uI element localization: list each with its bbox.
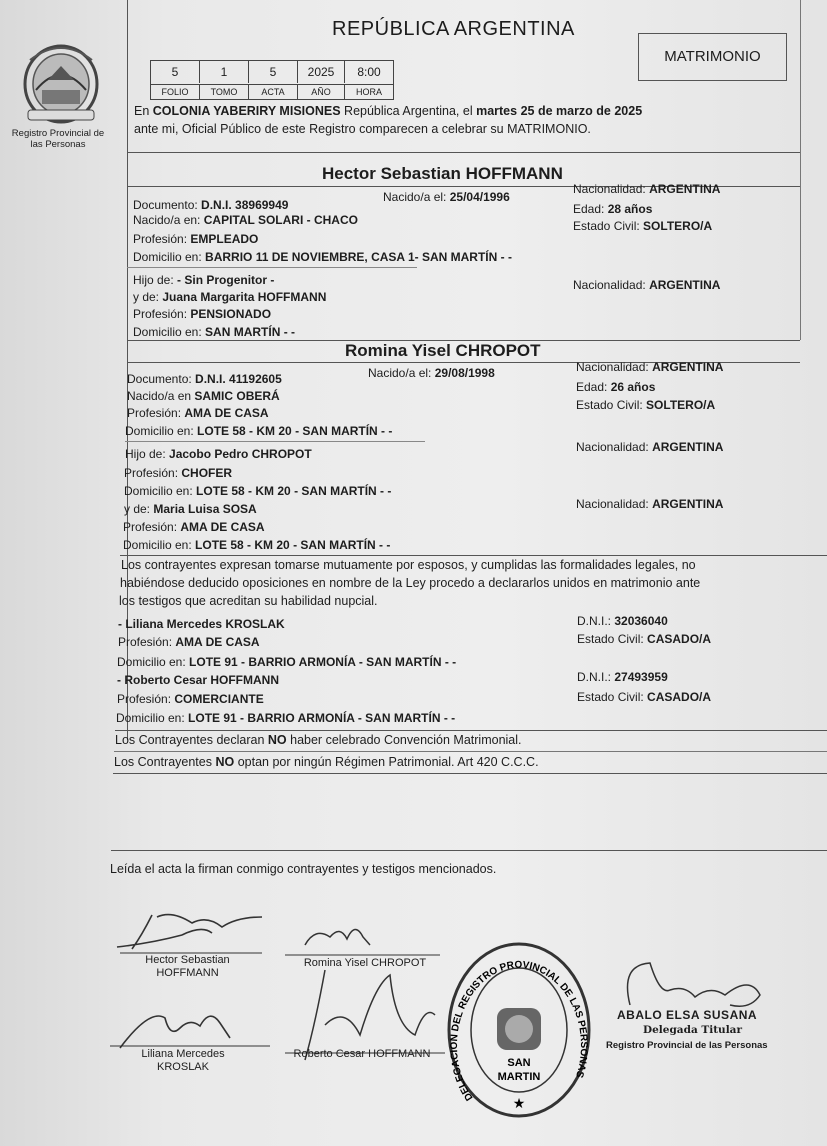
spouse1-mother-profession: Profesión: PENSIONADO (133, 307, 272, 321)
spouse2-doc: Documento: D.N.I. 41192605 (127, 372, 282, 386)
acta-value: 5 (249, 61, 298, 83)
official-name: ABALO ELSA SUSANA (617, 1008, 758, 1022)
spouse1-doc: Documento: D.N.I. 38969949 (133, 198, 289, 212)
intro-middle: República Argentina, el (344, 104, 473, 118)
anio-label: AÑO (298, 84, 345, 99)
doc-type-box (638, 33, 787, 81)
signature-official (600, 955, 780, 1015)
folio-label: FOLIO (151, 84, 200, 99)
province-seal-logo (20, 40, 102, 126)
spouse1-mother-nationality: Nacionalidad: ARGENTINA (573, 278, 721, 292)
intro-line-2: ante mi, Oficial Público de este Registro comparecen a celebrar su MATRIMONIO. (134, 122, 591, 136)
spouse2-mother: y de: Maria Luisa SOSA (124, 502, 257, 516)
divider (127, 267, 417, 268)
acta-label: ACTA (249, 84, 298, 99)
signature-hector (112, 905, 272, 955)
witness1-civil: Estado Civil: CASADO/A (577, 632, 712, 646)
witness1-name: - Liliana Mercedes KROSLAK (118, 617, 285, 631)
registry-stamp (443, 938, 595, 1123)
spouse2-civil: Estado Civil: SOLTERO/A (576, 398, 716, 412)
official-title: Delegada Titular (643, 1024, 743, 1036)
intro-date: martes 25 de marzo de 2025 (476, 104, 643, 118)
declaration-line-1: Los contrayentes expresan tomarse mutuamente por esposos, y cumplidas las formalidades legales, no (121, 558, 696, 572)
signature-caption-4: Roberto Cesar HOFFMANN (293, 1048, 431, 1060)
signature-caption-1 (120, 954, 255, 980)
divider (113, 773, 827, 774)
signature-caption-3 (118, 1048, 248, 1074)
divider (125, 441, 425, 442)
folio-value: 5 (151, 61, 200, 83)
sig3-line1: Liliana Mercedes (141, 1048, 225, 1060)
spouse2-mother-profession: Profesión: AMA DE CASA (123, 520, 265, 534)
official-registry: Registro Provincial de las Personas (606, 1040, 768, 1051)
signature-caption-2: Romina Yisel CHROPOT (303, 957, 427, 969)
spouse1-age: Edad: 28 años (573, 202, 653, 216)
hora-label: HORA (345, 84, 393, 99)
spouse2-mother-nationality: Nacionalidad: ARGENTINA (576, 497, 724, 511)
convention-statement: Los Contrayentes declaran NO haber celebrado Convención Matrimonial. (115, 733, 522, 747)
stamp-center-top: SAN (507, 1057, 531, 1069)
sig1-line1: Hector Sebastian (145, 954, 230, 966)
anio-value: 2025 (298, 61, 345, 83)
closing-statement: Leída el acta la firman conmigo contrayentes y testigos mencionados. (110, 862, 497, 876)
witness2-address: Domicilio en: LOTE 91 - BARRIO ARMONÍA - SAN MARTÍN - - (116, 711, 456, 725)
hora-value: 8:00 (357, 65, 381, 79)
stamp-star-icon: ★ (512, 1095, 526, 1111)
witness2-profession: Profesión: COMERCIANTE (117, 692, 264, 706)
spouse1-born: Nacido/a el: 25/04/1996 (383, 190, 510, 204)
declaration-line-2: habiéndose deducido oposiciones en nombre de la Ley procedo a declararlos unidos en matrimonio ante (120, 576, 701, 590)
witness1-profession: Profesión: AMA DE CASA (118, 635, 260, 649)
witness2-name: - Roberto Cesar HOFFMANN (117, 673, 280, 687)
spouse1-address: Domicilio en: BARRIO 11 DE NOVIEMBRE, CASA 1- SAN MARTÍN - - (133, 250, 512, 264)
signature-romina (285, 915, 440, 960)
divider (114, 751, 827, 752)
spouse2-nationality: Nacionalidad: ARGENTINA (576, 360, 724, 374)
intro-place: COLONIA YABERIRY MISIONES (152, 104, 341, 118)
divider (120, 555, 827, 556)
divider (111, 850, 827, 851)
spouse2-age: Edad: 26 años (576, 380, 656, 394)
spouse1-mother-address: Domicilio en: SAN MARTÍN - - (133, 325, 296, 339)
divider (127, 152, 800, 153)
regime-statement: Los Contrayentes NO optan por ningún Régimen Patrimonial. Art 420 C.C.C. (114, 755, 539, 769)
spouse1-birthplace: Nacido/a en: CAPITAL SOLARI - CHACO (133, 213, 358, 227)
spouse2-father: Hijo de: Jacobo Pedro CHROPOT (125, 447, 312, 461)
spouse1-mother: y de: Juana Margarita HOFFMANN (133, 290, 327, 304)
sig3-line2: KROSLAK (157, 1061, 209, 1073)
country-title: REPÚBLICA ARGENTINA (332, 18, 575, 40)
signature-liliana (110, 998, 270, 1053)
spouse1-name: Hector Sebastian HOFFMANN (322, 164, 563, 183)
intro-line-1 (134, 104, 642, 118)
tomo-value: 1 (200, 61, 249, 83)
spouse1-father: Hijo de: - Sin Progenitor - (133, 273, 275, 287)
witness2-dni: D.N.I.: 27493959 (577, 670, 668, 684)
record-box (150, 60, 394, 100)
witness2-civil: Estado Civil: CASADO/A (577, 690, 712, 704)
spouse1-nationality: Nacionalidad: ARGENTINA (573, 182, 721, 196)
spouse2-address: Domicilio en: LOTE 58 - KM 20 - SAN MARTÍN - - (125, 424, 393, 438)
witness1-dni: D.N.I.: 32036040 (577, 614, 668, 628)
spouse2-mother-address: Domicilio en: LOTE 58 - KM 20 - SAN MARTÍN - - (123, 538, 391, 552)
witness1-address: Domicilio en: LOTE 91 - BARRIO ARMONÍA - SAN MARTÍN - - (117, 655, 457, 669)
spouse2-father-nationality: Nacionalidad: ARGENTINA (576, 440, 724, 454)
spouse2-born: Nacido/a el: 29/08/1998 (368, 366, 495, 380)
spouse2-father-profession: Profesión: CHOFER (124, 466, 233, 480)
right-border (800, 0, 801, 340)
spouse2-profession: Profesión: AMA DE CASA (127, 406, 269, 420)
stamp-center-bottom: MARTIN (497, 1071, 541, 1083)
spouse2-name: Romina Yisel CHROPOT (345, 341, 541, 360)
spouse2-father-address: Domicilio en: LOTE 58 - KM 20 - SAN MARTÍN - - (124, 484, 392, 498)
declaration-line-3: los testigos que acreditan su habilidad nupcial. (119, 594, 378, 608)
tomo-label: TOMO (200, 84, 249, 99)
doc-type: MATRIMONIO (664, 48, 761, 65)
spouse1-profession: Profesión: EMPLEADO (133, 232, 259, 246)
intro-prefix: En (134, 104, 150, 118)
sig1-line2: HOFFMANN (156, 967, 219, 979)
divider (115, 730, 827, 731)
stamp-ring-text: DELEGACION DEL REGISTRO PROVINCIAL DE LAS PERSONAS (448, 959, 590, 1103)
spouse1-civil: Estado Civil: SOLTERO/A (573, 219, 713, 233)
spouse2-birthplace: Nacido/a en SAMIC OBERÁ (127, 389, 280, 403)
registry-caption: Registro Provincial de las Personas (11, 128, 105, 150)
